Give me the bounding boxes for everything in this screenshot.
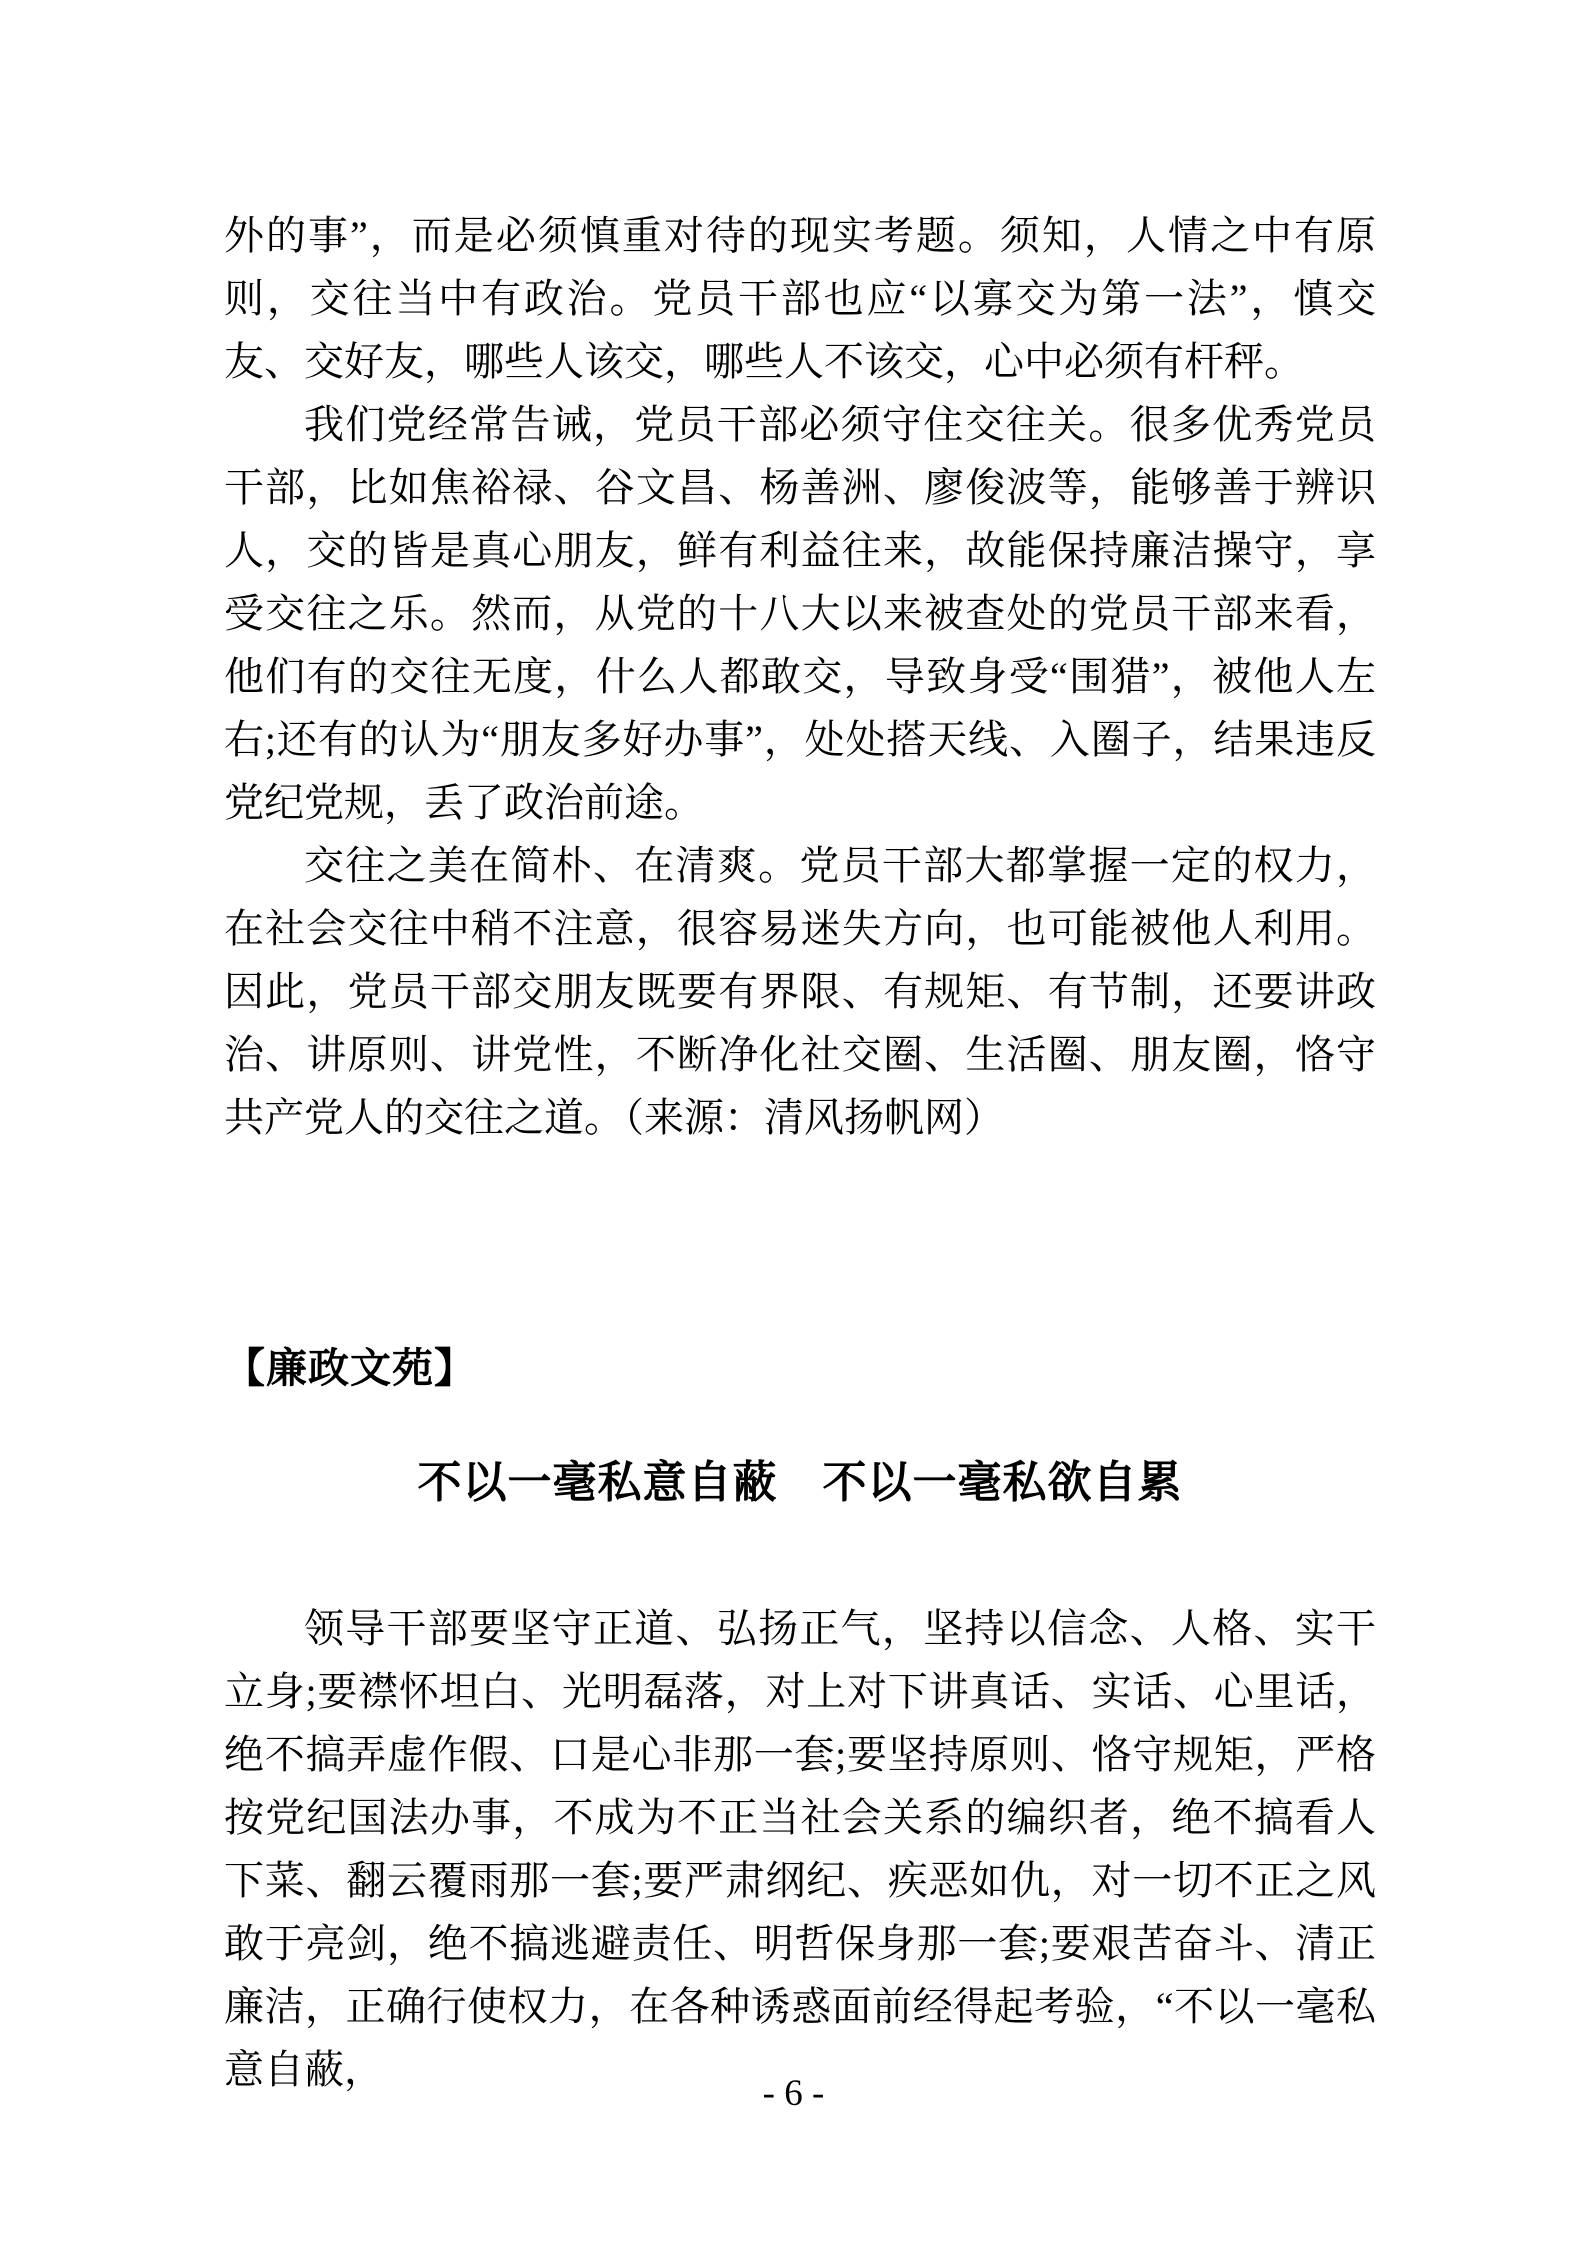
page-content <box>224 204 1376 2101</box>
section-header-lianzheng-wenyuan: 【廉政文苑】 <box>224 1345 476 1391</box>
article2-title: 不以一毫私意自蔽 不以一毫私欲自累 <box>417 1458 1183 1507</box>
article2-paragraph-1: 领导干部要坚守正道、弘扬正气，坚持以信念、人格、实干立身;要襟怀坦白、光明磊落，对上对下讲真话、实话、心里话，绝不搞弄虚作假、口是心非那一套;要坚持原则、恪守规矩，严格按党纪国法办事，不成为不正当社会关系的编织者，绝不搞看人下菜、翻云覆雨那一套;要严肃纲纪、疾恶如仇，对一切不正之风敢于亮剑，绝不搞逃避责任、明哲保身那一套;要艰苦奋斗、清正廉洁，正确行使权力，在各种诱惑面前经得起考验，“不以一毫私意自蔽， <box>224 1606 1376 2092</box>
article-friendship <box>224 204 1376 1149</box>
article1-paragraph-3: 交往之美在简朴、在清爽。党员干部大都掌握一定的权力，在社会交往中稍不注意，很容易迷失方向，也可能被他人利用。因此，党员干部交朋友既要有界限、有规矩、有节制，还要讲政治、讲原则、讲党性，不断净化社交圈、生活圈、朋友圈，恪守共产党人的交往之道。（来源：清风扬帆网） <box>224 843 1376 1140</box>
article-integrity <box>224 1597 1376 2101</box>
article1-paragraph-1: 外的事”，而是必须慎重对待的现实考题。须知，人情之中有原则，交往当中有政治。党员干部也应“以寡交为第一法”，慎交友、交好友，哪些人该交，哪些人不该交，心中必须有杆秤。 <box>224 213 1376 384</box>
page-number: - 6 - <box>762 2073 825 2114</box>
article1-paragraph-2: 我们党经常告诫，党员干部必须守住交往关。很多优秀党员干部，比如焦裕禄、谷文昌、杨善洲、廖俊波等，能够善于辨识人，交的皆是真心朋友，鲜有利益往来，故能保持廉洁操守，享受交往之乐。然而，从党的十八大以来被查处的党员干部来看，他们有的交往无度，什么人都敢交，导致身受“围猎”，被他人左右;还有的认为“朋友多好办事”，处处搭天线、入圈子，结果违反党纪党规，丢了政治前途。 <box>224 402 1376 825</box>
